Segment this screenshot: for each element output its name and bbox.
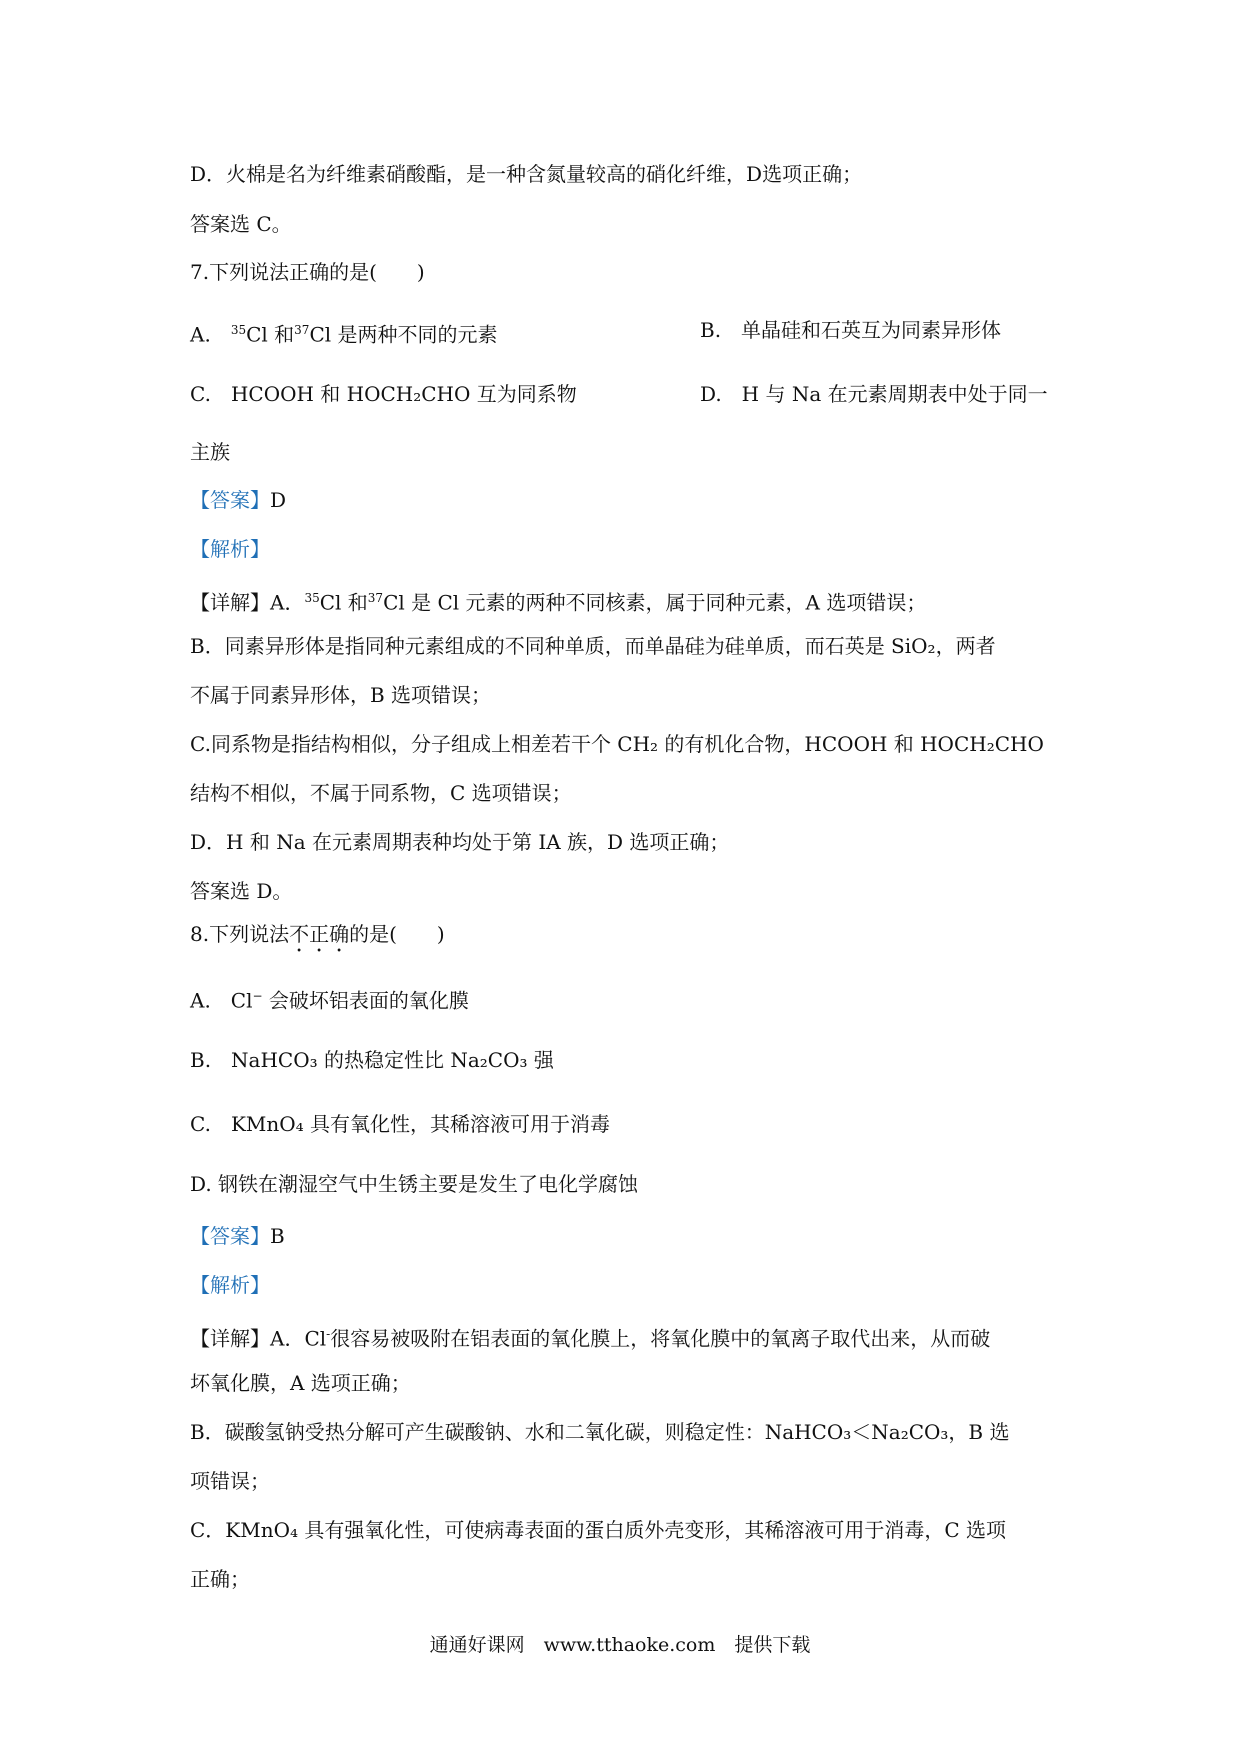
q8-detail-line-2: 坏氧化膜，A 选项正确； bbox=[190, 1371, 411, 1395]
q8-detail-line-6: 正确； bbox=[190, 1567, 250, 1591]
q7-detail-line-1 bbox=[190, 584, 926, 617]
q7-detail-text1: Cl 和 bbox=[319, 590, 368, 615]
answer-tag: 【答案】 bbox=[190, 488, 270, 512]
q8-option-d: D. 钢铁在潮湿空气中生锈主要是发生了电化学腐蚀 bbox=[190, 1172, 639, 1196]
q7-detail-line-7: 答案选 D。 bbox=[190, 879, 293, 903]
q8-detail-post: 很容易被吸附在铝表面的氧化膜上，将氧化膜中的氧离子取代出来，从而破 bbox=[330, 1326, 991, 1351]
q8-option-a bbox=[190, 982, 469, 1015]
q7-option-a-label: A. bbox=[190, 322, 211, 347]
q8-answer-line bbox=[190, 1222, 285, 1250]
q8-detail-line-4: 项错误； bbox=[190, 1469, 270, 1493]
q7-analysis-tag: 【解析】 bbox=[190, 537, 270, 561]
q8-a-post: 会破坏铝表面的氧化膜 bbox=[262, 988, 469, 1013]
q7-answer-value: D bbox=[270, 488, 287, 512]
q8-stem bbox=[190, 920, 445, 957]
q7-a-text1: Cl 和 bbox=[246, 322, 295, 347]
q8-a-pre: A. Cl bbox=[190, 988, 253, 1013]
q7-detail-line-5: 结构不相似，不属于同系物，C 选项错误； bbox=[190, 781, 572, 805]
q8-a-sup: − bbox=[252, 989, 263, 1003]
q7-a-sup2: 37 bbox=[294, 323, 310, 337]
q8-detail-line-3: B．碳酸氢钠受热分解可产生碳酸钠、水和二氧化碳，则稳定性：NaHCO₃＜Na₂CO₃，B 选 bbox=[190, 1420, 1010, 1444]
q8-detail-line-1 bbox=[190, 1320, 990, 1353]
q8-stem-emphasis: 不正确 bbox=[289, 922, 350, 946]
q7-detail-sup1: 35 bbox=[304, 591, 320, 605]
page-footer: 通通好课网 www.tthaoke.com 提供下载 bbox=[429, 1634, 811, 1656]
prev-option-d: D．火棉是名为纤维素硝酸酯，是一种含氮量较高的硝化纤维，D选项正确； bbox=[190, 162, 863, 186]
q7-option-c: C. HCOOH 和 HOCH₂CHO 互为同系物 bbox=[190, 382, 577, 406]
q7-detail-line-6: D．H 和 Na 在元素周期表种均处于第 IA 族，D 选项正确； bbox=[190, 830, 730, 854]
q8-detail-pre: 【详解】A．Cl bbox=[190, 1326, 327, 1351]
q8-detail-sup: - bbox=[326, 1327, 331, 1341]
q7-detail-line-2: B．同素异形体是指同种元素组成的不同种单质，而单晶硅为硅单质，而石英是 SiO₂，两者 bbox=[190, 634, 996, 658]
q7-option-a bbox=[190, 316, 498, 349]
q8-stem-pre: 8.下列说法 bbox=[190, 922, 290, 946]
q8-analysis-tag: 【解析】 bbox=[190, 1273, 270, 1297]
q7-stem: 7.下列说法正确的是( ) bbox=[190, 260, 425, 284]
q7-a-sup1: 35 bbox=[230, 323, 247, 337]
q7-detail-line-3: 不属于同素异形体，B 选项错误； bbox=[190, 683, 492, 707]
q7-detail-prefix: 【详解】A． bbox=[190, 590, 305, 615]
answer-tag: 【答案】 bbox=[190, 1224, 270, 1248]
q7-a-text2: Cl 是两种不同的元素 bbox=[309, 322, 498, 347]
q7-option-b: B. 单晶硅和石英互为同素异形体 bbox=[700, 318, 1002, 342]
q7-option-d-continued: 主族 bbox=[190, 440, 230, 464]
q8-option-b: B. NaHCO₃ 的热稳定性比 Na₂CO₃ 强 bbox=[190, 1048, 554, 1072]
q8-detail-line-5: C．KMnO₄ 具有强氧化性，可使病毒表面的蛋白质外壳变形，其稀溶液可用于消毒，C 选项 bbox=[190, 1518, 1007, 1542]
q7-answer-line bbox=[190, 486, 286, 514]
q8-stem-post: 的是( ) bbox=[349, 922, 445, 946]
prev-answer-line: 答案选 C。 bbox=[190, 212, 292, 236]
q7-option-d: D. H 与 Na 在元素周期表中处于同一 bbox=[700, 382, 1048, 406]
q8-option-c: C. KMnO₄ 具有氧化性，其稀溶液可用于消毒 bbox=[190, 1112, 611, 1136]
q7-detail-sup2: 37 bbox=[367, 591, 384, 605]
q8-answer-value: B bbox=[270, 1224, 285, 1248]
q7-detail-text2: Cl 是 Cl 元素的两种不同核素，属于同种元素，A 选项错误； bbox=[383, 590, 927, 615]
q7-detail-line-4: C.同系物是指结构相似，分子组成上相差若干个 CH₂ 的有机化合物，HCOOH 和 HOCH₂CHO bbox=[190, 732, 1044, 756]
